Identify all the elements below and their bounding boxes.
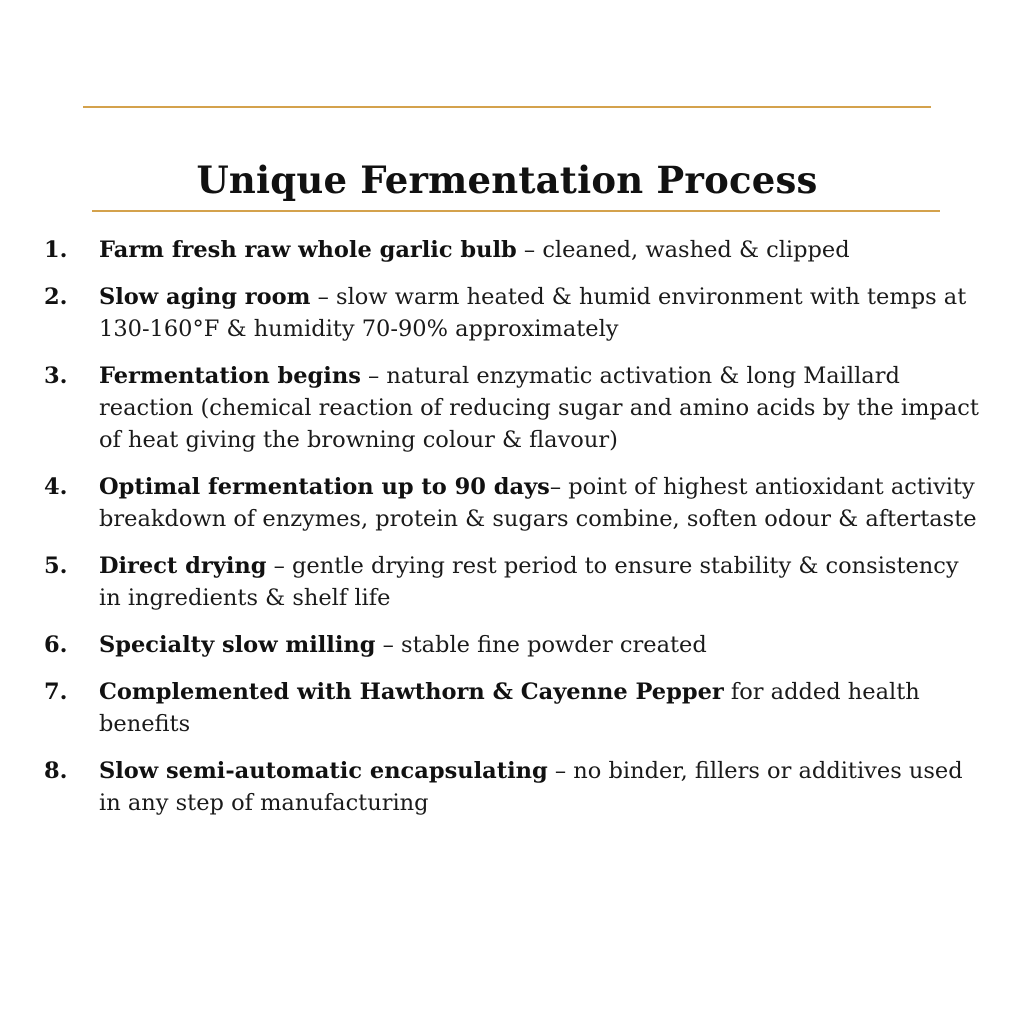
list-item-step-4	[44, 471, 984, 535]
list-item-step-6	[44, 629, 984, 661]
step-description: – no binder, fillers or additives used in any step of manufacturing	[99, 758, 963, 816]
list-item-step-2	[44, 281, 984, 345]
step-number: 5.	[44, 553, 68, 579]
step-description: for added health benefits	[99, 679, 920, 737]
step-number: 6.	[44, 632, 68, 658]
step-heading: Slow aging room	[99, 284, 311, 310]
step-number: 3.	[44, 363, 68, 389]
step-description: – slow warm heated & humid environment with temps at 130-160°F & humidity 70-90% approximately	[99, 284, 967, 342]
bottom-divider	[92, 210, 940, 212]
list-item-step-7	[44, 676, 984, 740]
list-item-step-5	[44, 550, 984, 614]
step-number: 2.	[44, 284, 68, 310]
step-heading: Complemented with Hawthorn & Cayenne Pepper	[99, 679, 724, 705]
step-heading: Optimal fermentation up to 90 days	[99, 474, 550, 500]
step-number: 7.	[44, 679, 68, 705]
step-description: – natural enzymatic activation & long Maillard reaction (chemical reaction of reducing sugar and amino acids by the impact of heat giving the browning colour & flavour)	[99, 363, 979, 453]
step-heading: Slow semi-automatic encapsulating	[99, 758, 548, 784]
step-heading: Direct drying	[99, 553, 267, 579]
step-heading: Farm fresh raw whole garlic bulb	[99, 237, 517, 263]
list-item-step-3	[44, 360, 984, 456]
top-divider	[83, 106, 931, 108]
step-description: – stable fine powder created	[375, 632, 707, 658]
step-description: – gentle drying rest period to ensure stability & consistency in ingredients & shelf life	[99, 553, 959, 611]
step-description: – cleaned, washed & clipped	[516, 237, 850, 263]
step-description: – point of highest antioxidant activity breakdown of enzymes, protein & sugars combine, soften odour & aftertaste	[99, 474, 977, 532]
step-number: 4.	[44, 474, 68, 500]
step-number: 8.	[44, 758, 68, 784]
list-item-step-1	[44, 234, 984, 266]
step-heading: Fermentation begins	[99, 363, 361, 389]
page-title: Unique Fermentation Process	[196, 157, 818, 202]
step-number: 1.	[44, 237, 68, 263]
list-item-step-8	[44, 755, 984, 819]
step-heading: Specialty slow milling	[99, 632, 376, 658]
process-steps-list	[44, 234, 984, 834]
